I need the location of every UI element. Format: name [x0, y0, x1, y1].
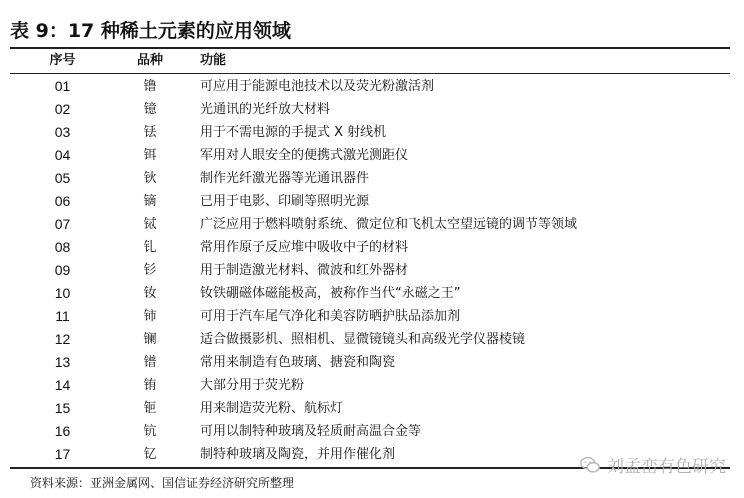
table-row: [10, 374, 730, 397]
row-no: 02: [54, 101, 71, 117]
source-note: 资料来源：亚洲金属网、国信证券经济研究所整理: [30, 476, 295, 490]
watermark: [579, 452, 726, 477]
table-title: 表 9：17 种稀土元素的应用领域: [10, 20, 291, 42]
row-func: 常用来制造有色玻璃、搪瓷和陶瓷: [200, 355, 396, 370]
row-func: 可用于汽车尾气净化和美容防晒护肤品添加剂: [200, 309, 461, 324]
table-row: [10, 259, 730, 282]
table-row: [10, 98, 730, 121]
row-func: 用来制造荧光粉、航标灯: [200, 401, 344, 416]
row-name: 钪: [143, 424, 157, 439]
row-no: 04: [54, 147, 71, 163]
table-row: [10, 144, 730, 167]
header-rule: [10, 73, 730, 74]
row-name: 钬: [143, 171, 157, 186]
row-func: 大部分用于荧光粉: [200, 378, 305, 393]
table-row: [10, 351, 730, 374]
row-name: 镱: [143, 102, 157, 117]
table-row: [10, 397, 730, 420]
table-row: [10, 420, 730, 443]
row-no: 11: [55, 308, 70, 324]
header-name: 品种: [136, 53, 163, 68]
row-func: 用于制造激光材料、微波和红外器材: [200, 263, 409, 278]
row-name: 钷: [143, 401, 157, 416]
table-row: [10, 305, 730, 328]
table-row: [10, 213, 730, 236]
row-func: 光通讯的光纤放大材料: [200, 102, 331, 117]
row-func: 制作光纤激光器等光通讯器件: [200, 171, 370, 186]
table-row: [10, 167, 730, 190]
table-row: [10, 75, 730, 98]
row-no: 03: [54, 124, 71, 140]
table-row: [10, 190, 730, 213]
row-no: 08: [54, 239, 71, 255]
row-func: 可应用于能源电池技术以及荧光粉激活剂: [200, 79, 435, 94]
row-name: 铽: [143, 217, 157, 232]
row-no: 10: [54, 285, 71, 301]
row-no: 16: [54, 423, 71, 439]
row-name: 钇: [143, 447, 157, 462]
row-func: 可用以制特种玻璃及轻质耐高温合金等: [200, 424, 422, 439]
row-no: 06: [54, 193, 71, 209]
row-no: 09: [54, 262, 71, 278]
row-name: 钐: [143, 263, 157, 278]
header-no: 序号: [49, 53, 76, 68]
row-func: 用于不需电源的手提式 X 射线机: [200, 125, 387, 140]
row-name: 铈: [143, 309, 157, 324]
row-name: 镧: [143, 332, 157, 347]
row-name: 铕: [143, 378, 157, 393]
header-func: 功能: [200, 53, 227, 68]
row-name: 铒: [143, 148, 157, 163]
table-row: [10, 282, 730, 305]
row-no: 15: [54, 400, 71, 416]
row-func: 广泛应用于燃料喷射系统、微定位和飞机太空望远镜的调节等领域: [200, 217, 578, 232]
row-name: 钆: [143, 240, 157, 255]
table-header: [10, 49, 730, 73]
table-row: [10, 328, 730, 351]
row-func: 军用对人眼安全的便携式激光测距仪: [200, 148, 409, 163]
table-row: [10, 236, 730, 259]
row-no: 17: [54, 446, 71, 462]
row-name: 镝: [143, 194, 157, 209]
row-func: 已用于电影、印刷等照明光源: [200, 194, 370, 209]
row-func: 常用作原子反应堆中吸收中子的材料: [200, 240, 409, 255]
row-name: 铥: [143, 125, 157, 140]
row-name: 钕: [143, 286, 157, 301]
row-no: 01: [54, 78, 71, 94]
row-func: 钕铁硼磁体磁能极高，被称作当代“永磁之王”: [200, 286, 461, 301]
wechat-icon: [579, 454, 601, 476]
row-name: 镥: [143, 79, 157, 94]
row-no: 12: [54, 331, 71, 347]
row-no: 13: [54, 354, 71, 370]
row-no: 14: [54, 377, 71, 393]
table-row: [10, 121, 730, 144]
row-func: 适合做摄影机、照相机、显微镜镜头和高级光学仪器棱镜: [200, 332, 526, 347]
watermark-text: 刘孟峦有色研究: [607, 457, 726, 477]
row-no: 05: [54, 170, 71, 186]
row-func: 制特种玻璃及陶瓷，并用作催化剂: [200, 447, 396, 462]
row-name: 镨: [143, 355, 157, 370]
row-no: 07: [54, 216, 71, 232]
table-body: [10, 75, 730, 466]
